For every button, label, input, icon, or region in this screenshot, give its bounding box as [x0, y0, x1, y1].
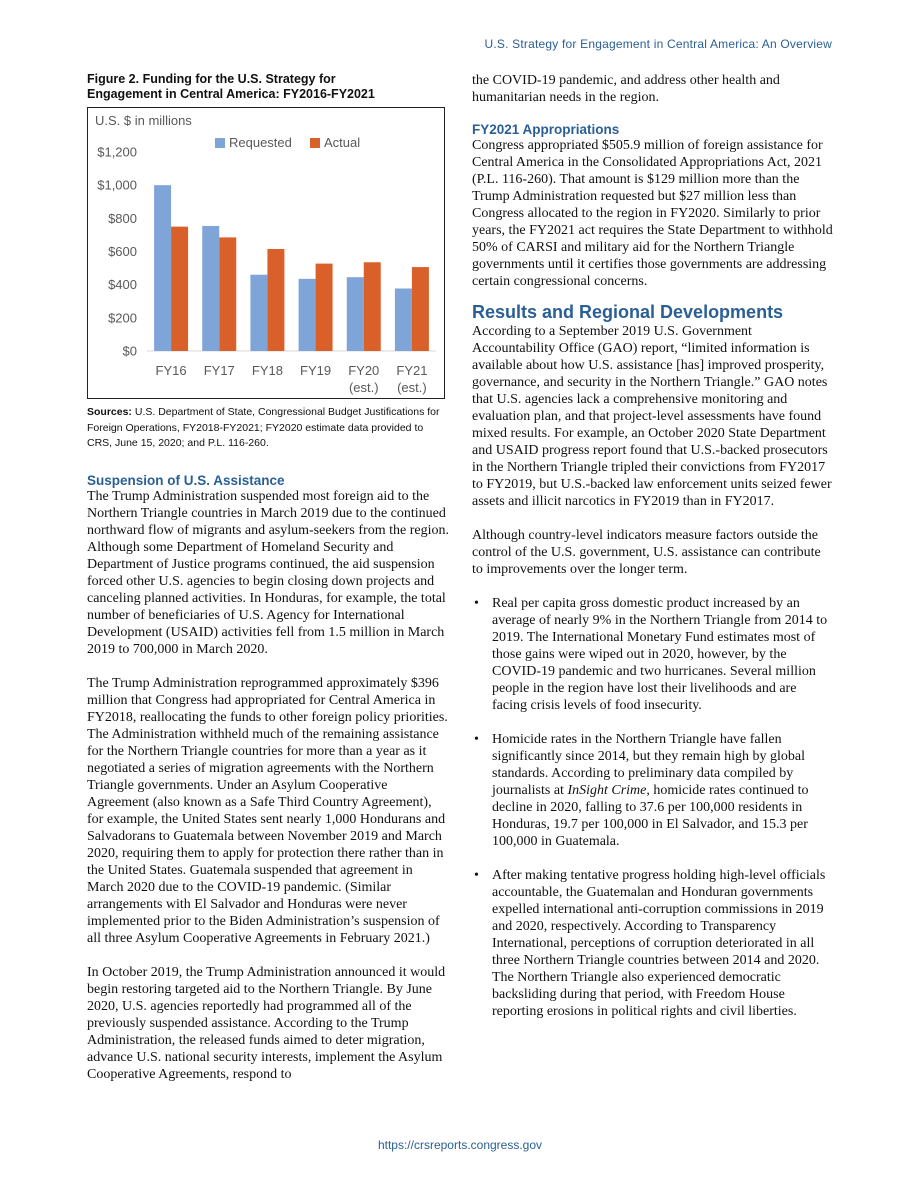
- continued-paragraph: the COVID-19 pandemic, and address other health and humanitarian needs in the region.: [472, 73, 780, 105]
- x-tick-label: FY19: [300, 363, 332, 378]
- legend-swatch-actual: [310, 138, 320, 148]
- bullet-icon: •: [474, 596, 479, 611]
- figure-title-line1: Figure 2. Funding for the U.S. Strategy for: [87, 72, 336, 86]
- figure-title: [87, 72, 450, 102]
- figure-sources: [87, 405, 450, 452]
- sources-text: U.S. Department of State, Congressional Budget Justifications for Foreign Operations, FY2018-FY2021; FY2020 estimate data provided to CRS, June 15, 2020; and P.L. 116-260.: [87, 406, 440, 449]
- x-tick-label: FY18: [251, 363, 283, 378]
- bullet-text: Homicide rates in the Northern Triangle have fallen significantly since 2014, but they remain high by global standards. According to preliminary data compiled by journalists at: [492, 732, 805, 798]
- y-tick-label: $1,000: [97, 177, 137, 193]
- bullet-text: Real per capita gross domestic product increased by an average of nearly 9% in the Northern Triangle from 2014 to 2019. The International Monetary Fund estimates most of those gains were wiped out in 2020, however, by the COVID-19 pandemic and two hurricanes. Several million people in the region have lost their livelihoods and are facing crisis levels of food insecurity.: [492, 596, 828, 713]
- y-tick-label: $800: [108, 210, 137, 226]
- bar-requested-fy20: [347, 277, 364, 351]
- suspension-heading: Suspension of U.S. Assistance: [87, 472, 285, 488]
- sources-label: Sources:: [87, 406, 132, 418]
- list-item-gdp: [472, 595, 834, 714]
- suspension-paragraph-2: The Trump Administration reprogrammed approximately $396 million that Congress had appropriated for Central America in FY2018, reallocating the funds to other foreign policy priorities. The Administration withheld much of the remaining assistance for the Northern Triangle countries for more than a year as it negotiated a series of migration agreements with the Northern Triangle governments. Under an Asylum Cooperative Agreement (also known as a Safe Third Country Agreement), for example, the United States sent nearly 1,000 Hondurans and Salvadorans to Guatemala between November 2019 and March 2020, requiring them to apply for protection there rather than in the United States. Guatemala suspended that agreement in March 2020 due to the COVID-19 pandemic. (Similar arrangements with El Salvador and Honduras were never implemented prior to the Biden Administration’s suspension of all three Asylum Cooperative Agreements in February 2021.): [87, 675, 448, 946]
- bullet-text: After making tentative progress holding high-level officials accountable, the Guatemalan and Honduran governments expelled international anti-corruption commissions in 2019 and 2020, respectively. According to Transparency International, perceptions of corruption deteriorated in all three Northern Triangle countries between 2014 and 2020. The Northern Triangle also experienced democratic backsliding during that period, with Freedom House reporting erosions in political rights and civil liberties.: [492, 868, 826, 1019]
- y-axis-label: U.S. $ in millions: [95, 113, 192, 128]
- x-tick-label: FY16: [155, 363, 187, 378]
- bar-requested-fy19: [299, 279, 316, 351]
- funding-chart: [87, 107, 445, 399]
- y-tick-label: $400: [108, 277, 137, 293]
- bar-requested-fy18: [250, 275, 267, 351]
- y-tick-label: $600: [108, 244, 137, 259]
- bullet-icon: •: [474, 868, 479, 883]
- fy2021-paragraph: Congress appropriated $505.9 million of foreign assistance for Central America in the Consolidated Appropriations Act, 2021 (P.L. 116-260). That amount is $129 million more than the Trump Administration requested but $27 million less than Congress allocated to the region in FY2020. Similarly to prior years, the FY2021 act requires the State Department to withhold 50% of CARSI and military aid for the Northern Triangle governments until it certifies those governments are addressing certain congressional concerns.: [472, 138, 833, 289]
- bar-actual-fy18: [267, 249, 284, 351]
- legend-label-actual: Actual: [324, 135, 361, 150]
- y-tick-label: $0: [122, 343, 137, 359]
- chart-legend: [215, 135, 360, 150]
- fy2021-heading: FY2021 Appropriations: [472, 122, 620, 137]
- results-heading: Results and Regional Developments: [472, 302, 784, 322]
- bar-actual-fy16: [171, 227, 188, 351]
- indicator-list: [472, 595, 834, 1020]
- chart-bars: [154, 185, 429, 351]
- x-tick-sublabel: (est.): [397, 380, 427, 395]
- bar-requested-fy21: [395, 288, 412, 351]
- bullet-text-cont: , homicide rates continued to decline in 2020, falling to 37.6 per 100,000 residents in Honduras, 19.7 per 100,000 in El Salvador, and 15.3 per 100,000 in Guatemala.: [492, 783, 809, 849]
- figure-2: [87, 72, 450, 452]
- results-paragraph-2: Although country-level indicators measure factors outside the control of the U.S. government, U.S. assistance can contribute to improvements over the longer term.: [472, 528, 821, 577]
- bullet-icon: •: [474, 732, 479, 747]
- y-tick-label: $1,200: [97, 144, 137, 160]
- legend-label-requested: Requested: [229, 135, 292, 150]
- x-axis-ticks: [156, 363, 428, 395]
- bar-requested-fy17: [202, 226, 219, 351]
- figure-title-line2: Engagement in Central America: FY2016-FY2021: [87, 87, 375, 101]
- right-column: [472, 72, 834, 1020]
- publication-name: InSight Crime: [567, 783, 647, 798]
- y-tick-label: $200: [108, 310, 137, 326]
- x-tick-label: FY20: [348, 363, 380, 378]
- x-tick-label: FY17: [203, 363, 235, 378]
- bar-actual-fy17: [219, 237, 236, 351]
- bar-actual-fy19: [316, 264, 333, 351]
- results-paragraph-1: According to a September 2019 U.S. Government Accountability Office (GAO) report, “limited information is available about how U.S. assistance [has] improved prosperity, governance, and security in the Northern Triangle.” GAO notes that U.S. agencies lack a comprehensive monitoring and evaluation plan, and that project-level assessments have found mixed results. For example, an October 2020 State Department and USAID progress report found that U.S.-backed prosecutors in the Northern Triangle tripled their convictions from FY2017 to FY2019, but U.S.-backed law enforcement units seized fewer assets and illicit narcotics in FY2019 than in FY2017.: [472, 324, 832, 509]
- list-item-homicide: [472, 731, 834, 850]
- footer-url[interactable]: https://crsreports.congress.gov: [377, 1138, 543, 1152]
- list-item-corruption: [472, 867, 834, 1020]
- bar-actual-fy20: [364, 262, 381, 351]
- x-tick-label: FY21: [396, 363, 428, 378]
- running-header: U.S. Strategy for Engagement in Central America: An Overview: [484, 37, 832, 51]
- legend-swatch-requested: [215, 138, 225, 148]
- bar-actual-fy21: [412, 267, 429, 351]
- suspension-paragraph-1: The Trump Administration suspended most foreign aid to the Northern Triangle countries in March 2019 due to the continued northward flow of migrants and asylum-seekers from the region. Although some Department of Homeland Security and Department of Justice programs continued, the aid suspension forced other U.S. agencies to begin closing down projects and canceling planned activities. In Honduras, for example, the total number of beneficiaries of U.S. Agency for International Development (USAID) activities fell from 1.5 million in March 2019 to 700,000 in March 2020.: [87, 488, 449, 657]
- left-column: [87, 72, 450, 1083]
- bar-requested-fy16: [154, 185, 171, 351]
- suspension-paragraph-3: In October 2019, the Trump Administration announced it would begin restoring targeted aid to the Northern Triangle. By June 2020, U.S. agencies reportedly had programmed all of the previously suspended assistance. According to the Trump Administration, the released funds aimed to deter migration, advance U.S. national security interests, implement the Asylum Cooperative Agreements, respond to: [87, 964, 446, 1082]
- x-tick-sublabel: (est.): [348, 380, 379, 395]
- y-axis-ticks: [97, 145, 137, 359]
- chart-svg: [88, 108, 444, 398]
